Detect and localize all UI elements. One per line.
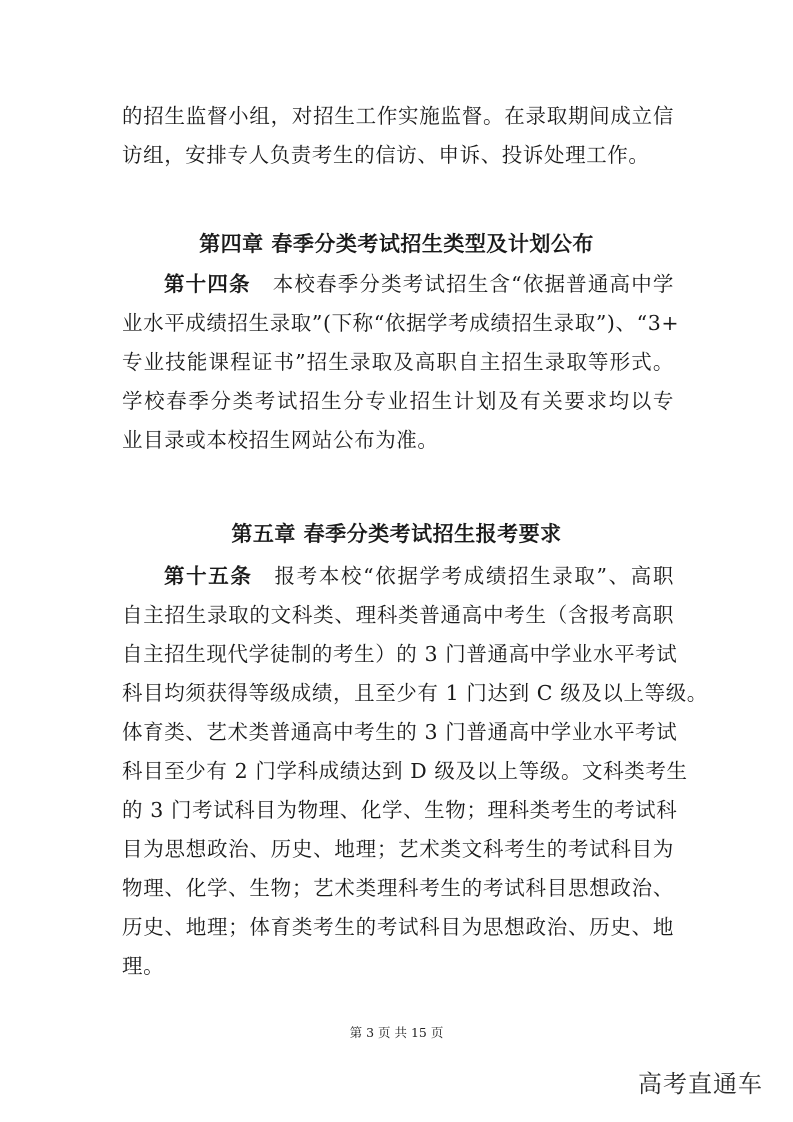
text-line: 科目均须获得等级成绩，且至少有 1 门达到 C 级及以上等级。 — [122, 681, 708, 705]
text-segment: 本校春季分类考试招生含“依据普通高中学 — [272, 272, 674, 296]
text-line: 学校春季分类考试招生分专业招生计划及有关要求均以专 — [122, 389, 674, 413]
text-line: 目为思想政治、历史、地理；艺术类文科考生的考试科目为 — [122, 837, 674, 861]
text-line: 自主招生现代学徒制的考生）的 3 门普通高中学业水平考试 — [122, 642, 678, 666]
text-segment: 报考本校“依据学考成绩招生录取”、高职 — [274, 564, 675, 588]
article-number: 第十五条 — [164, 564, 253, 588]
text-line: 业目录或本校招生网站公布为准。 — [122, 428, 439, 452]
intro-paragraph — [122, 97, 674, 175]
page-footer: 第 3 页 共 15 页 — [349, 1025, 444, 1040]
chapter-4-heading: 第四章 春季分类考试招生类型及计划公布 — [199, 232, 594, 256]
text-line — [122, 557, 674, 596]
text-line: 物理、化学、生物；艺术类理科考生的考试科目思想政治、 — [122, 876, 674, 900]
article-15-paragraph — [122, 557, 708, 986]
watermark: 高考直通车 — [638, 1070, 763, 1098]
text-line: 历史、地理；体育类考生的考试科目为思想政治、历史、地 — [122, 915, 674, 939]
text-line: 的招生监督小组，对招生工作实施监督。在录取期间成立信 — [122, 104, 674, 128]
chapter-5-heading: 第五章 春季分类考试招生报考要求 — [231, 522, 562, 546]
article-number: 第十四条 — [164, 272, 251, 296]
text-line: 的 3 门考试科目为物理、化学、生物；理科类考生的考试科 — [122, 798, 678, 822]
article-14-paragraph — [122, 265, 680, 460]
text-line: 专业技能课程证书”招生录取及高职自主招生录取等形式。 — [122, 350, 674, 374]
text-line: 自主招生录取的文科类、理科类普通高中考生（含报考高职 — [122, 603, 674, 627]
text-line: 访组，安排专人负责考生的信访、申诉、投诉处理工作。 — [122, 143, 650, 167]
text-line: 体育类、艺术类普通高中考生的 3 门普通高中学业水平考试 — [122, 720, 678, 744]
text-line: 理。 — [122, 954, 165, 978]
text-line — [122, 265, 674, 304]
text-line: 科目至少有 2 门学科成绩达到 D 级及以上等级。文科类考生 — [122, 759, 688, 783]
text-line: 业水平成绩招生录取”(下称“依据学考成绩招生录取”)、“3+ — [122, 311, 680, 335]
